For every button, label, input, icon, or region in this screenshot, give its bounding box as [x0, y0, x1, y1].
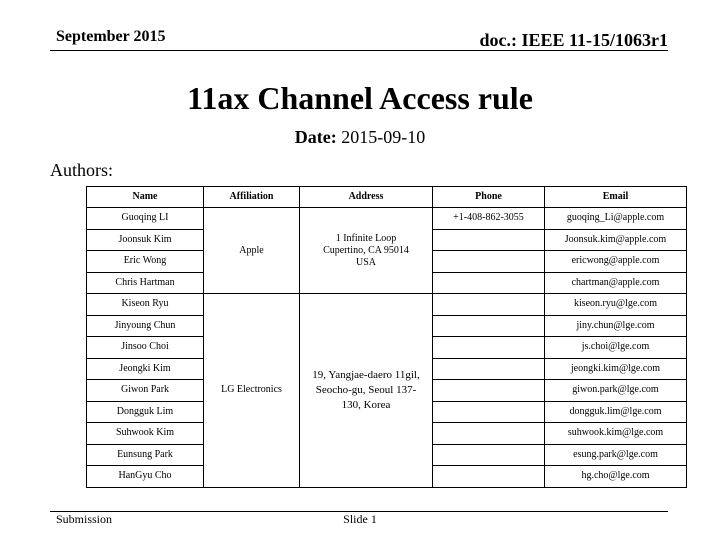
- date-value: 2015-09-10: [341, 127, 426, 147]
- phone-cell: [433, 358, 545, 380]
- email-cell: esung.park@lge.com: [545, 444, 687, 466]
- author-name: Giwon Park: [87, 380, 204, 402]
- column-header: Address: [300, 187, 433, 208]
- email-cell: kiseon.ryu@lge.com: [545, 294, 687, 316]
- address-line: 130, Korea: [341, 398, 391, 411]
- phone-cell: [433, 294, 545, 316]
- author-name: Eric Wong: [87, 251, 204, 273]
- email-cell: hg.cho@lge.com: [545, 466, 687, 488]
- slide-title: 11ax Channel Access rule: [187, 80, 533, 116]
- phone-cell: [433, 444, 545, 466]
- author-name: Chris Hartman: [87, 272, 204, 294]
- date-label: Date:: [294, 127, 337, 147]
- phone-cell: [433, 315, 545, 337]
- author-name: Jinsoo Choi: [87, 337, 204, 359]
- column-header: Affiliation: [204, 187, 300, 208]
- phone-cell: +1-408-862-3055: [433, 208, 545, 230]
- address-line: USA: [355, 256, 376, 268]
- email-cell: jeongki.kim@lge.com: [545, 358, 687, 380]
- affiliation-cell: LG Electronics: [204, 294, 300, 488]
- email-cell: dongguk.lim@lge.com: [545, 401, 687, 423]
- author-name: Suhwook Kim: [87, 423, 204, 445]
- email-cell: Joonsuk.kim@apple.com: [545, 229, 687, 251]
- header-doc-id: doc.: IEEE 11-15/1063r1: [479, 30, 668, 50]
- email-cell: guoqing_Li@apple.com: [545, 208, 687, 230]
- author-name: Joonsuk Kim: [87, 229, 204, 251]
- email-cell: suhwook.kim@lge.com: [545, 423, 687, 445]
- address-line: Seocho-gu, Seoul 137-: [315, 383, 417, 396]
- column-header: Email: [545, 187, 687, 208]
- table-row: [87, 208, 687, 230]
- author-name: Kiseon Ryu: [87, 294, 204, 316]
- author-name: Eunsung Park: [87, 444, 204, 466]
- date-line: [0, 127, 720, 148]
- author-name: HanGyu Cho: [87, 466, 204, 488]
- author-name: Jeongki Kim: [87, 358, 204, 380]
- phone-cell: [433, 337, 545, 359]
- table-header-row: [87, 187, 687, 208]
- phone-cell: [433, 272, 545, 294]
- address-line: 1 Infinite Loop: [335, 232, 397, 244]
- address-cell: [300, 208, 433, 294]
- header-date: September 2015: [56, 28, 166, 45]
- phone-cell: [433, 466, 545, 488]
- address-line: 19, Yangjae-daero 11gil,: [312, 368, 420, 381]
- email-cell: js.choi@lge.com: [545, 337, 687, 359]
- phone-cell: [433, 423, 545, 445]
- author-name: Dongguk Lim: [87, 401, 204, 423]
- email-cell: ericwong@apple.com: [545, 251, 687, 273]
- email-cell: chartman@apple.com: [545, 272, 687, 294]
- column-header: Phone: [433, 187, 545, 208]
- email-cell: giwon.park@lge.com: [545, 380, 687, 402]
- phone-cell: [433, 229, 545, 251]
- footer-slide-number: Slide 1: [343, 512, 377, 526]
- footer-submission: Submission: [56, 512, 113, 526]
- author-name: Guoqing LI: [87, 208, 204, 230]
- address-cell: [300, 294, 433, 488]
- affiliation-cell: Apple: [204, 208, 300, 294]
- phone-cell: [433, 251, 545, 273]
- authors-table: [86, 186, 687, 488]
- phone-cell: [433, 401, 545, 423]
- author-name: Jinyoung Chun: [87, 315, 204, 337]
- header-divider: [50, 50, 668, 51]
- phone-cell: [433, 380, 545, 402]
- email-cell: jiny.chun@lge.com: [545, 315, 687, 337]
- column-header: Name: [87, 187, 204, 208]
- table-row: [87, 294, 687, 316]
- address-line: Cupertino, CA 95014: [323, 244, 409, 256]
- authors-label: Authors:: [50, 160, 113, 180]
